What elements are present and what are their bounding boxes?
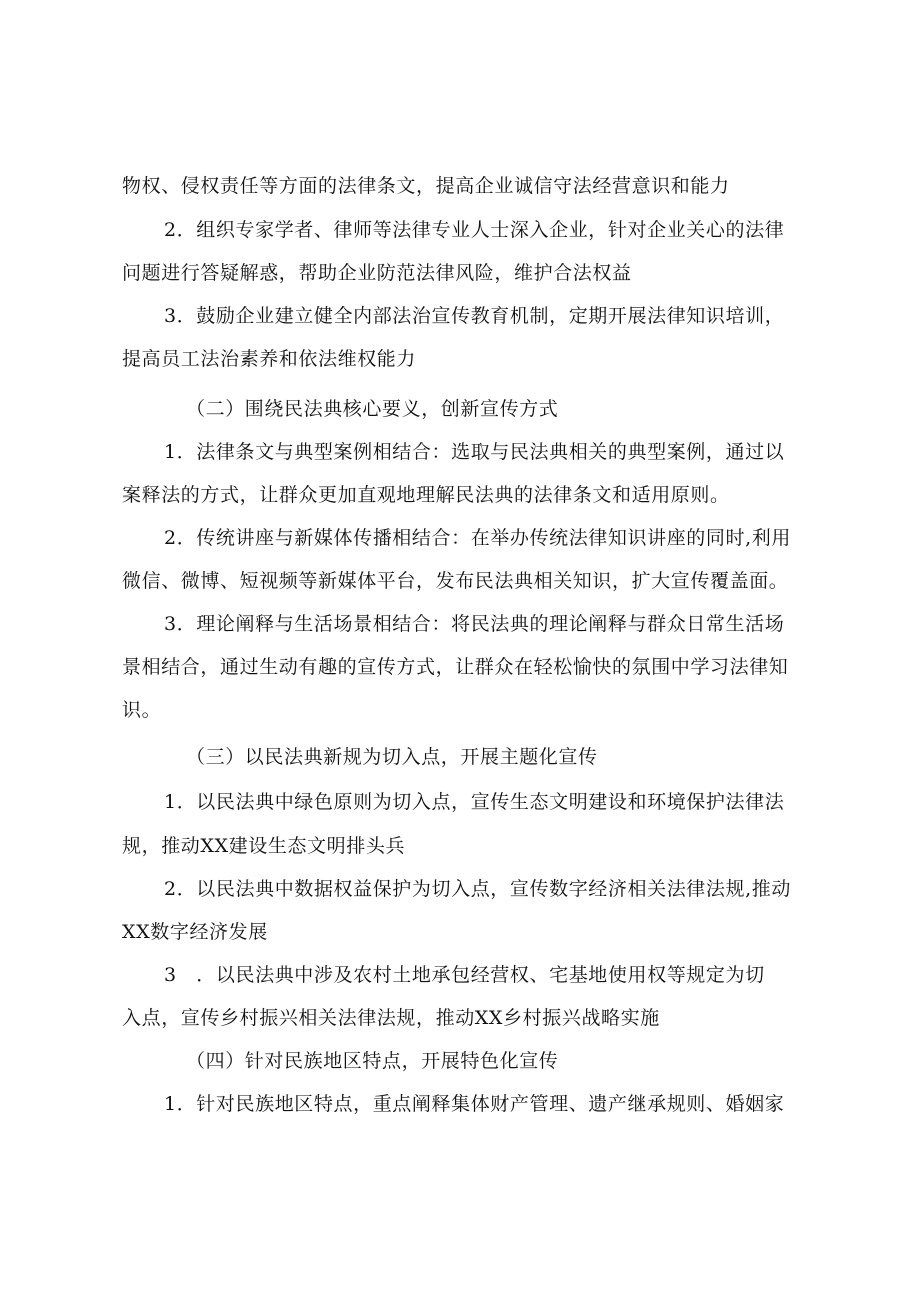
list-item-line: 2．以民法典中数据权益保护为切入点，宣传数字经济相关法律法规,推动 bbox=[164, 878, 791, 900]
paragraph-line: 提高员工法治素养和依法维权能力 bbox=[122, 348, 417, 370]
list-item-line: 1．以民法典中绿色原则为切入点，宣传生态文明建设和环境保护法律法 bbox=[164, 791, 785, 813]
list-item-line: 3 ．以民法典中涉及农村土地承包经营权、宅基地使用权等规定为切 bbox=[164, 964, 765, 986]
list-item-line: 3．理论阐释与生活场景相结合：将民法典的理论阐释与群众日常生活场 bbox=[164, 613, 785, 635]
paragraph-line: 景相结合，通过生动有趣的宣传方式，让群众在轻松愉快的氛围中学习法律知 bbox=[122, 656, 789, 678]
list-item-line: 1．法律条文与典型案例相结合：选取与民法典相关的典型案例，通过以 bbox=[164, 441, 785, 463]
paragraph-line: 识。 bbox=[122, 699, 162, 721]
list-item-line: 2．组织专家学者、律师等法律专业人士深入企业，针对企业关心的法律 bbox=[164, 219, 785, 241]
list-item-line: 3．鼓励企业建立健全内部法治宣传教育机制，定期开展法律知识培训， bbox=[164, 305, 785, 327]
paragraph-line: 入点，宣传乡村振兴相关法律法规，推动XX乡村振兴战略实施 bbox=[122, 1007, 660, 1029]
paragraph-line: 案释法的方式，让群众更加直观地理解民法典的法律条文和适用原则。 bbox=[122, 484, 730, 506]
list-item-line: 2．传统讲座与新媒体传播相结合：在举办传统法律知识讲座的同时,利用 bbox=[164, 527, 791, 549]
paragraph-line: 问题进行答疑解惑，帮助企业防范法律风险，维护合法权益 bbox=[122, 262, 632, 284]
section-heading: （二）围绕民法典核心要义，创新宣传方式 bbox=[186, 398, 559, 420]
section-heading: （四）针对民族地区特点，开展特色化宣传 bbox=[186, 1050, 559, 1072]
paragraph-line: XX数字经济发展 bbox=[122, 921, 268, 943]
paragraph-line: 微信、微博、短视频等新媒体平台，发布民法典相关知识，扩大宣传覆盖面。 bbox=[122, 570, 789, 592]
paragraph-line: 物权、侵权责任等方面的法律条文，提高企业诚信守法经营意识和能力 bbox=[122, 175, 730, 197]
list-item-line: 1．针对民族地区特点，重点阐释集体财产管理、遗产继承规则、婚姻家 bbox=[164, 1093, 785, 1115]
section-heading: （三）以民法典新规为切入点，开展主题化宣传 bbox=[186, 746, 598, 768]
paragraph-line: 规，推动XX建设生态文明排头兵 bbox=[122, 835, 406, 857]
